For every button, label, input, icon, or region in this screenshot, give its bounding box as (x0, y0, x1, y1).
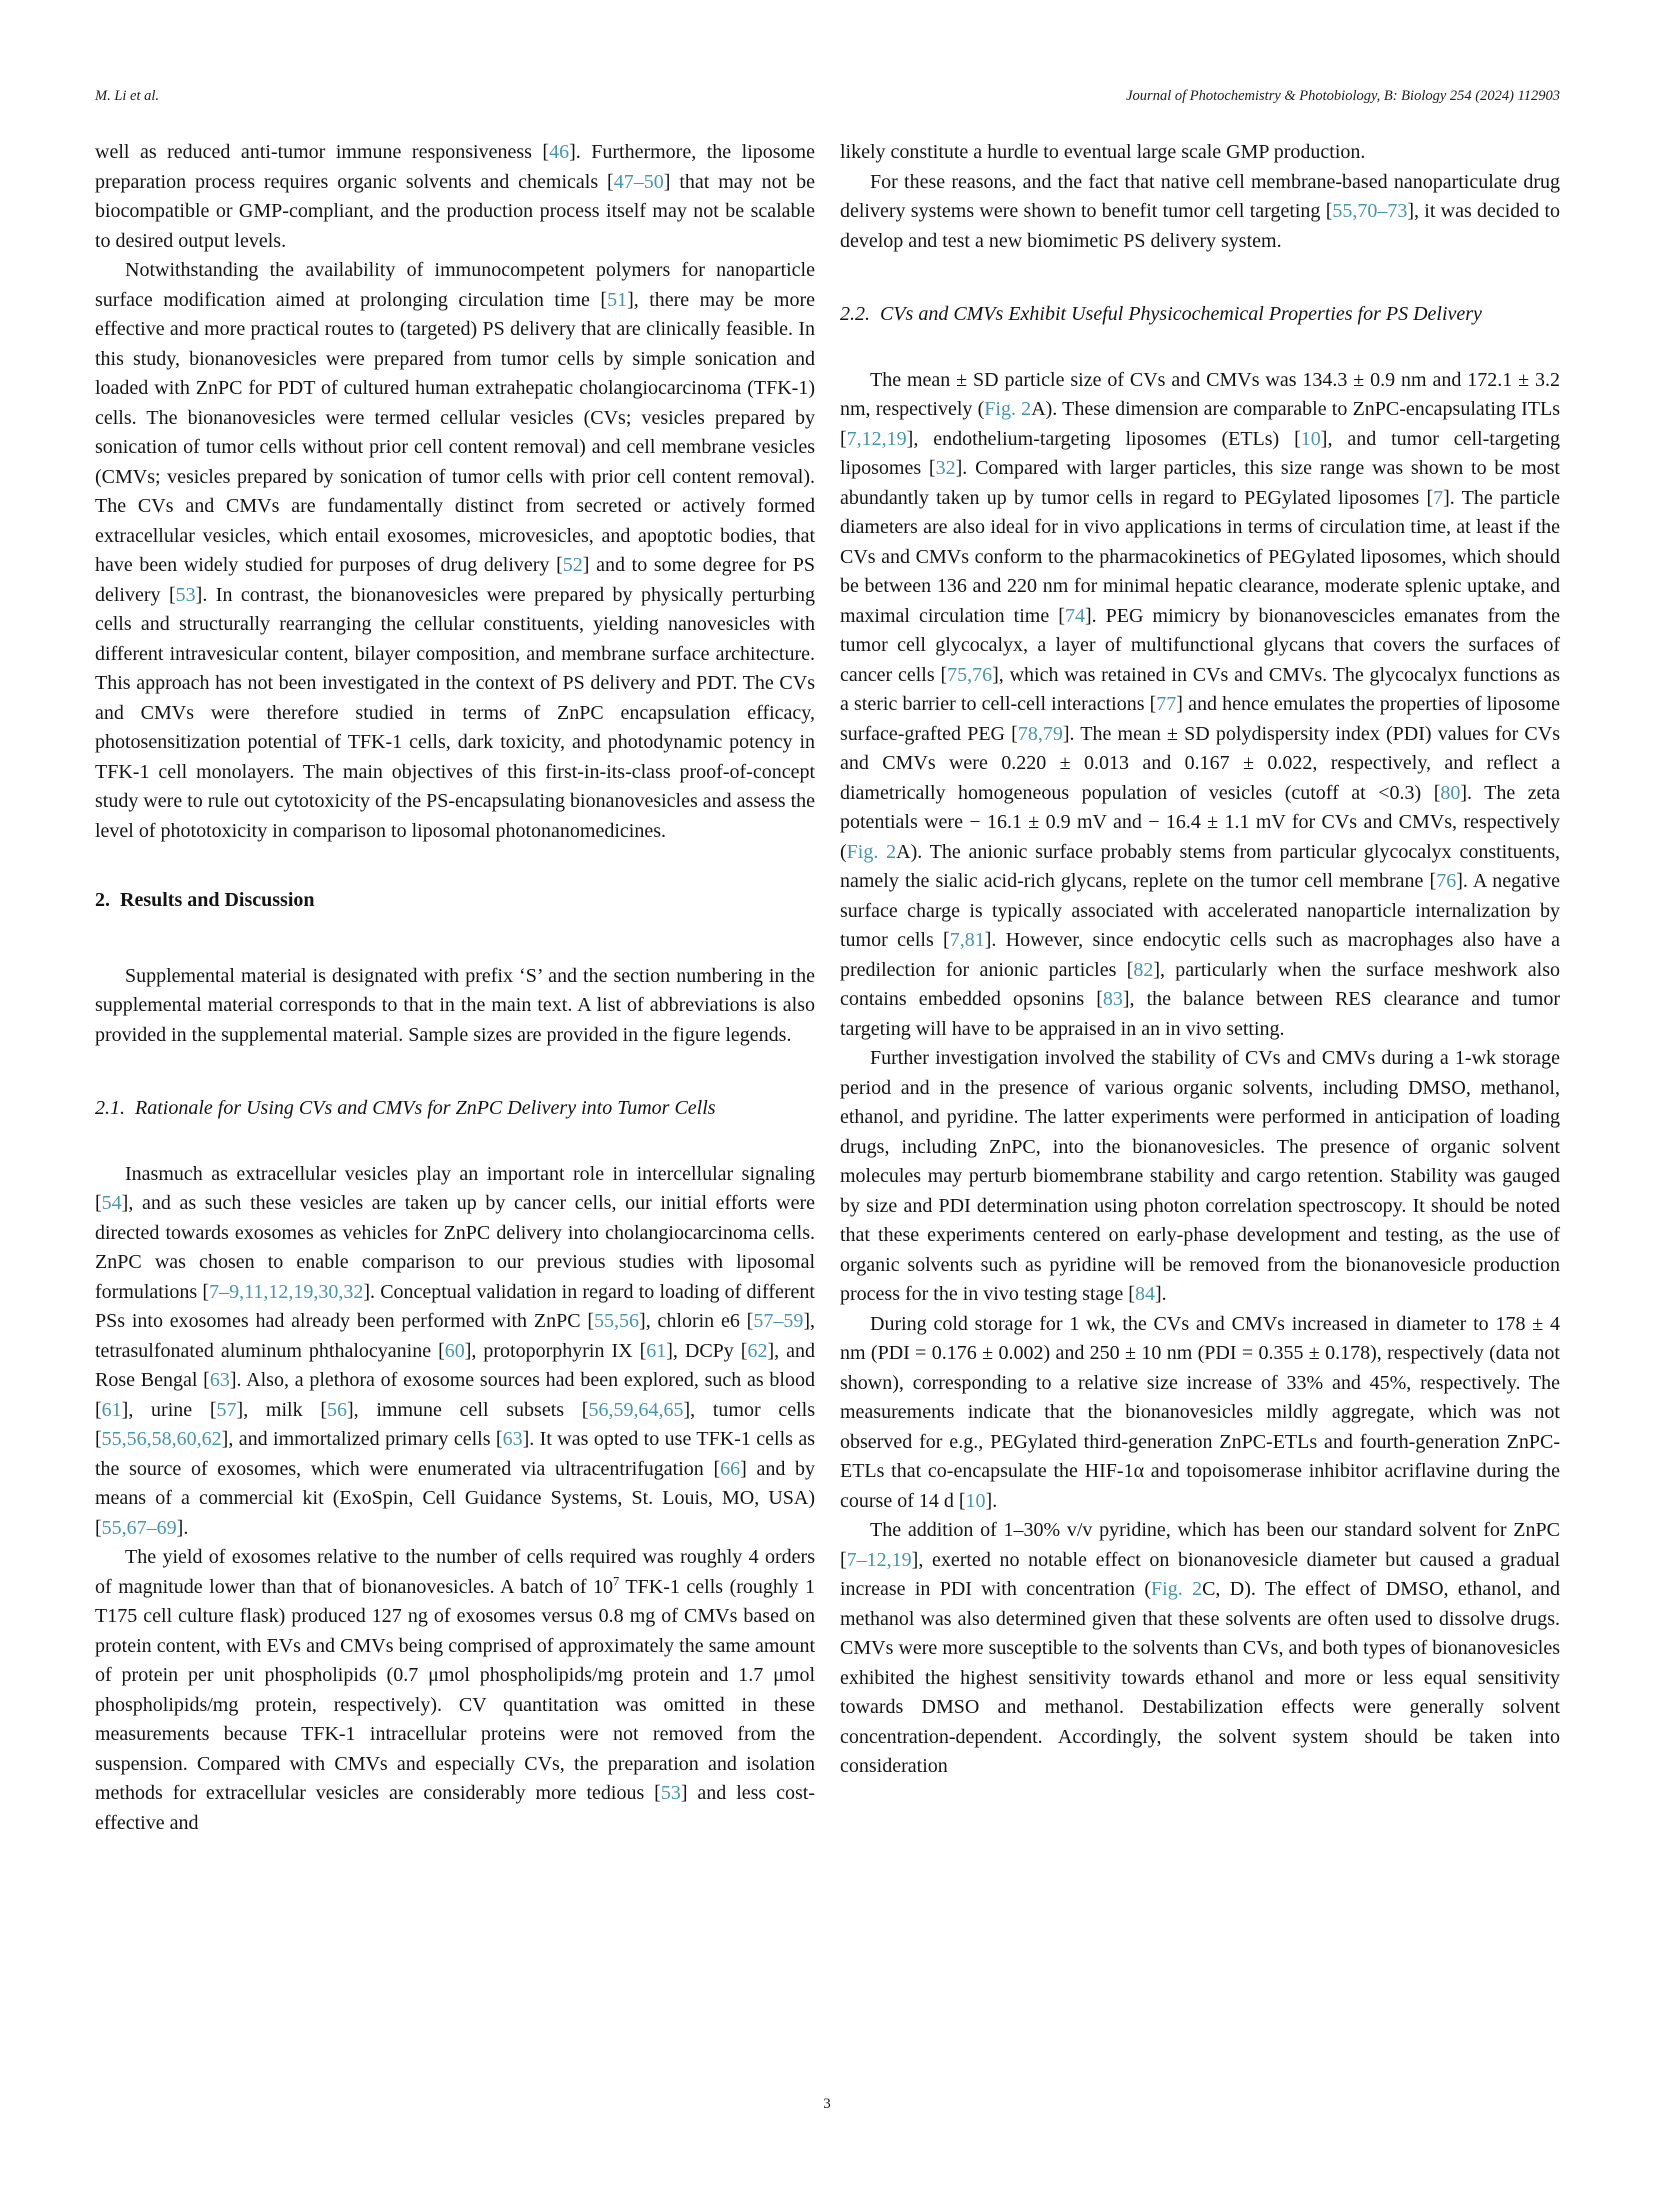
right-column (840, 138, 1560, 1838)
citation-link[interactable]: 55,56 (594, 1310, 640, 1332)
body-paragraph: During cold storage for 1 wk, the CVs and CMVs increased in diameter to 178 ± 4 nm (PDI = 0.176 ± 0.002) and 250 ± 10 nm (PDI = 0.355 ± 0.178), respectively (data not shown), corresponding to a relative size increase of 33% and 45%, respectively. The measurements indicate that the bionanovesicles mildly aggregate, which was not observed for e.g., PEGylated third-generation ZnPC-ETLs and fourth-generation ZnPC-ETLs that co-encapsulate the HIF-1α and topoisomerase inhibitor acriflavine during the course of 14 d [10]. (840, 1312, 1560, 1512)
page-footer (0, 2096, 1654, 2113)
citation-link[interactable]: 63 (209, 1369, 230, 1391)
citation-link[interactable]: 51 (607, 288, 628, 311)
citation-link[interactable]: 7–9,11,12,19,30,32 (209, 1280, 364, 1303)
page-number: 3 (823, 2096, 831, 2112)
citation-link[interactable]: 57–59 (753, 1310, 804, 1332)
citation-link[interactable]: 7,81 (949, 929, 985, 951)
citation-link[interactable]: 47–50 (613, 170, 664, 193)
two-column-body (95, 138, 1560, 1838)
citation-link[interactable]: 7–12,19 (846, 1548, 912, 1571)
citation-link[interactable]: 32 (935, 457, 956, 479)
body-paragraph: Supplemental material is designated with prefix ‘S’ and the section numbering in the supplemental material corresponds to that in the main text. A list of abbreviations is also provided in the supplemental material. Sample sizes are provided in the figure legends. (95, 964, 815, 1046)
citation-link[interactable]: 55,67–69 (101, 1516, 177, 1539)
citation-link[interactable]: 84 (1134, 1283, 1155, 1305)
citation-link[interactable]: 63 (502, 1428, 523, 1450)
section-heading: 2. Results and Discussion (95, 889, 315, 911)
figure-ref-link[interactable]: Fig. 2 (1151, 1578, 1203, 1600)
left-column (95, 138, 815, 1838)
citation-link[interactable]: 56,59,64,65 (588, 1398, 684, 1421)
figure-ref-link[interactable]: Fig. 2 (984, 398, 1032, 420)
superscript-exponent: 7 (613, 1573, 620, 1588)
citation-link[interactable]: 55,70–73 (1332, 200, 1408, 222)
citation-link[interactable]: 83 (1102, 988, 1123, 1010)
running-header (95, 88, 1560, 105)
body-paragraph: The yield of exosomes relative to the number of cells required was roughly 4 orders of magnitude lower than that of bionanovesicles. A batch of $10^7$ TFK-1 cells (roughly 1 T175 cell culture flask) produced 127 ng of exosomes versus 0.8 mg of CMVs based on protein content, with EVs and CMVs being comprised of approximately the same amount of protein per unit phospholipids (0.7 μmol phospholipids/mg protein and 1.7 μmol phospholipids/mg protein, respectively). CV quantitation was omitted in these measurements because TFK-1 intracellular proteins were not removed from the suspension. Compared with CMVs and especially CVs, the preparation and isolation methods for extracellular vesicles are considerably more tedious [53] and less cost-effective and (95, 1546, 816, 1834)
citation-link[interactable]: 76 (1436, 870, 1457, 892)
citation-link[interactable]: 56 (327, 1398, 347, 1421)
citation-link[interactable]: 54 (101, 1192, 122, 1214)
citation-link[interactable]: 61 (646, 1339, 667, 1362)
body-paragraph: likely constitute a hurdle to eventual large scale GMP production. (840, 141, 1366, 163)
body-paragraph: Further investigation involved the stability of CVs and CMVs during a 1-wk storage period and in the presence of various organic solvents, including DMSO, methanol, ethanol, and pyridine. The latter experiments were performed in anticipation of loading drugs, including ZnPC, into the bionanovesicles. The presence of organic solvent molecules may perturb biomembrane stability and cargo retention. Stability was gauged by size and PDI determination using photon correlation spectroscopy. It should be noted that these experiments centered on early-phase development and testing, as the use of organic solvents such as pyridine will be removed from the bionanovesicle production process for the in vivo testing stage [84]. (840, 1047, 1560, 1305)
subsection-heading: 2.2. CVs and CMVs Exhibit Useful Physicochemical Properties for PS Delivery (840, 303, 1482, 325)
citation-link[interactable]: 74 (1064, 604, 1085, 627)
citation-link[interactable]: 57 (216, 1398, 237, 1421)
body-paragraph: The addition of 1–30% v/v pyridine, which has been our standard solvent for ZnPC [7–12,19], exerted no notable effect on bionanovesicle diameter but caused a gradual increase in PDI with concentration (Fig. 2C, D). The effect of DMSO, ethanol, and methanol was also determined given that these solvents are often used to dissolve drugs. CMVs were more susceptible to the solvents than CVs, and both types of bionanovesicles exhibited the highest sensitivity towards ethanol and more or less equal sensitivity towards DMSO and methanol. Destabilization effects were generally solvent concentration-dependent. Accordingly, the solvent system should be taken into consideration (840, 1519, 1560, 1777)
body-paragraph: The mean ± SD particle size of CVs and CMVs was 134.3 ± 0.9 nm and 172.1 ± 3.2 nm, respectively (Fig. 2A). These dimension are comparable to ZnPC-encapsulating ITLs [7,12,19], endothelium-targeting liposomes (ETLs) [10], and tumor cell-targeting liposomes [32]. Compared with larger particles, this size range was shown to be most abundantly taken up by tumor cells in regard to PEGylated liposomes [7]. The particle diameters are also ideal for in vivo applications in terms of circulation time, at least if the CVs and CMVs conform to the pharmacokinetics of PEGylated liposomes, which should be between 136 and 220 nm for minimal hepatic clearance, moderate splenic uptake, and maximal circulation time [74]. PEG mimicry by bionanovescicles emanates from the tumor cell glycocalyx, a layer of multifunctional glycans that covers the surfaces of cancer cells [75,76], which was retained in CVs and CMVs. The glycocalyx functions as a steric barrier to cell-cell interactions [77] and hence emulates the properties of liposome surface-grafted PEG [78,79]. The mean ± SD polydispersity index (PDI) values for CVs and CMVs were 0.220 ± 0.013 and 0.167 ± 0.022, respectively, and reflect a diametrically homogeneous population of vesicles (cutoff at <0.3) [80]. The zeta potentials were − 16.1 ± 0.9 mV and − 16.4 ± 1.1 mV for CVs and CMVs, respectively (Fig. 2A). The anionic surface probably stems from particular glycocalyx constituents, namely the sialic acid-rich glycans, replete on the tumor cell membrane [76]. A negative surface charge is typically associated with accelerated nanoparticle internalization by tumor cells [7,81]. However, since endocytic cells such as macrophages also have a predilection for anionic particles [82], particularly when the surface meshwork also contains embedded opsonins [83], the balance between RES clearance and tumor targeting will have to be appraised in an in vivo setting. (840, 368, 1561, 1040)
citation-link[interactable]: 7,12,19 (846, 427, 907, 450)
citation-link[interactable]: 75,76 (947, 663, 993, 686)
subsection-heading: 2.1. Rationale for Using CVs and CMVs for ZnPC Delivery into Tumor Cells (95, 1097, 716, 1119)
citation-link[interactable]: 82 (1133, 958, 1154, 981)
citation-link[interactable]: 77 (1156, 693, 1177, 715)
citation-link[interactable]: 62 (747, 1339, 768, 1362)
running-authors: M. Li et al. (95, 88, 160, 104)
body-paragraph: well as reduced anti-tumor immune responsiveness [46]. Furthermore, the liposome preparation process requires organic solvents and chemicals [47–50] that may not be biocompatible or GMP-compliant, and the production process itself may not be scalable to desired output levels. (95, 141, 815, 252)
running-journal-title: Journal of Photochemistry & Photobiology, B: Biology 254 (2024) 112903 (1126, 88, 1560, 104)
citation-link[interactable]: 55,56,58,60,62 (101, 1428, 222, 1450)
body-paragraph: Notwithstanding the availability of immunocompetent polymers for nanoparticle surface modification aimed at prolonging circulation time [51], there may be more effective and more practical routes to (targeted) PS delivery that are clinically feasible. In this study, bionanovesicles were prepared from tumor cells by simple sonication and loaded with ZnPC for PDT of cultured human extrahepatic cholangiocarcinoma (TFK-1) cells. The bionanovesicles were termed cellular vesicles (CVs; vesicles prepared by sonication of tumor cells without prior cell content removal) and cell membrane vesicles (CMVs; vesicles prepared by sonication of tumor cells with prior cell content removal). The CVs and CMVs are fundamentally distinct from secreted or actively formed extracellular vesicles, which entail exosomes, microvesicles, and apoptotic bodies, that have been widely studied for purposes of drug delivery [52] and to some degree for PS delivery [53]. In contrast, the bionanovesicles were prepared by physically perturbing cells and structurally rearranging the cellular constituents, yielding nanovesicles with different intravesicular content, bilayer composition, and membrane surface architecture. This approach has not been investigated in the context of PS delivery and PDT. The CVs and CMVs were therefore studied in terms of ZnPC encapsulation efficacy, photosensitization potential of TFK-1 cells, dark toxicity, and photodynamic potency in TFK-1 cell monolayers. The main objectives of this first-in-its-class proof-of-concept study were to rule out cytotoxicity of the PS-encapsulating bionanovesicles and assess the level of phototoxicity in comparison to liposomal photonanomedicines. (95, 259, 815, 842)
citation-link[interactable]: 61 (101, 1398, 122, 1421)
citation-link[interactable]: 10 (1300, 427, 1321, 450)
citation-link[interactable]: 53 (175, 583, 196, 606)
citation-link[interactable]: 78,79 (1017, 722, 1063, 745)
figure-ref-link[interactable]: Fig. 2 (846, 840, 897, 863)
citation-link[interactable]: 80 (1440, 781, 1461, 804)
body-paragraph: Inasmuch as extracellular vesicles play an important role in intercellular signaling [54], and as such these vesicles are taken up by cancer cells, our initial efforts were directed towards exosomes as vehicles for ZnPC delivery into cholangiocarcinoma cells. ZnPC was chosen to enable comparison to our previous studies with liposomal formulations [7–9,11,12,19,30,32]. Conceptual validation in regard to loading of different PSs into exosomes had already been performed with ZnPC [55,56], chlorin e6 [57–59], tetrasulfonated aluminum phthalocyanine [60], protoporphyrin IX [61], DCPy [62], and Rose Bengal [63]. Also, a plethora of exosome sources had been explored, such as blood [61], urine [57], milk [56], immune cell subsets [56,59,64,65], tumor cells [55,56,58,60,62], and immortalized primary cells [63]. It was opted to use TFK-1 cells as the source of exosomes, which were enumerated via ultracentrifugation [66] and by means of a commercial kit (ExoSpin, Cell Guidance Systems, St. Louis, MO, USA) [55,67–69]. (95, 1162, 815, 1539)
citation-link[interactable]: 7 (1433, 486, 1444, 509)
citation-link[interactable]: 46 (549, 141, 570, 163)
body-paragraph: For these reasons, and the fact that native cell membrane-based nanoparticulate drug delivery systems were shown to benefit tumor cell targeting [55,70–73], it was decided to develop and test a new biomimetic PS delivery system. (840, 170, 1560, 252)
citation-link[interactable]: 66 (720, 1457, 741, 1480)
citation-link[interactable]: 10 (965, 1489, 986, 1512)
citation-link[interactable]: 52 (562, 554, 583, 576)
citation-link[interactable]: 60 (444, 1339, 465, 1362)
citation-link[interactable]: 53 (660, 1782, 681, 1804)
